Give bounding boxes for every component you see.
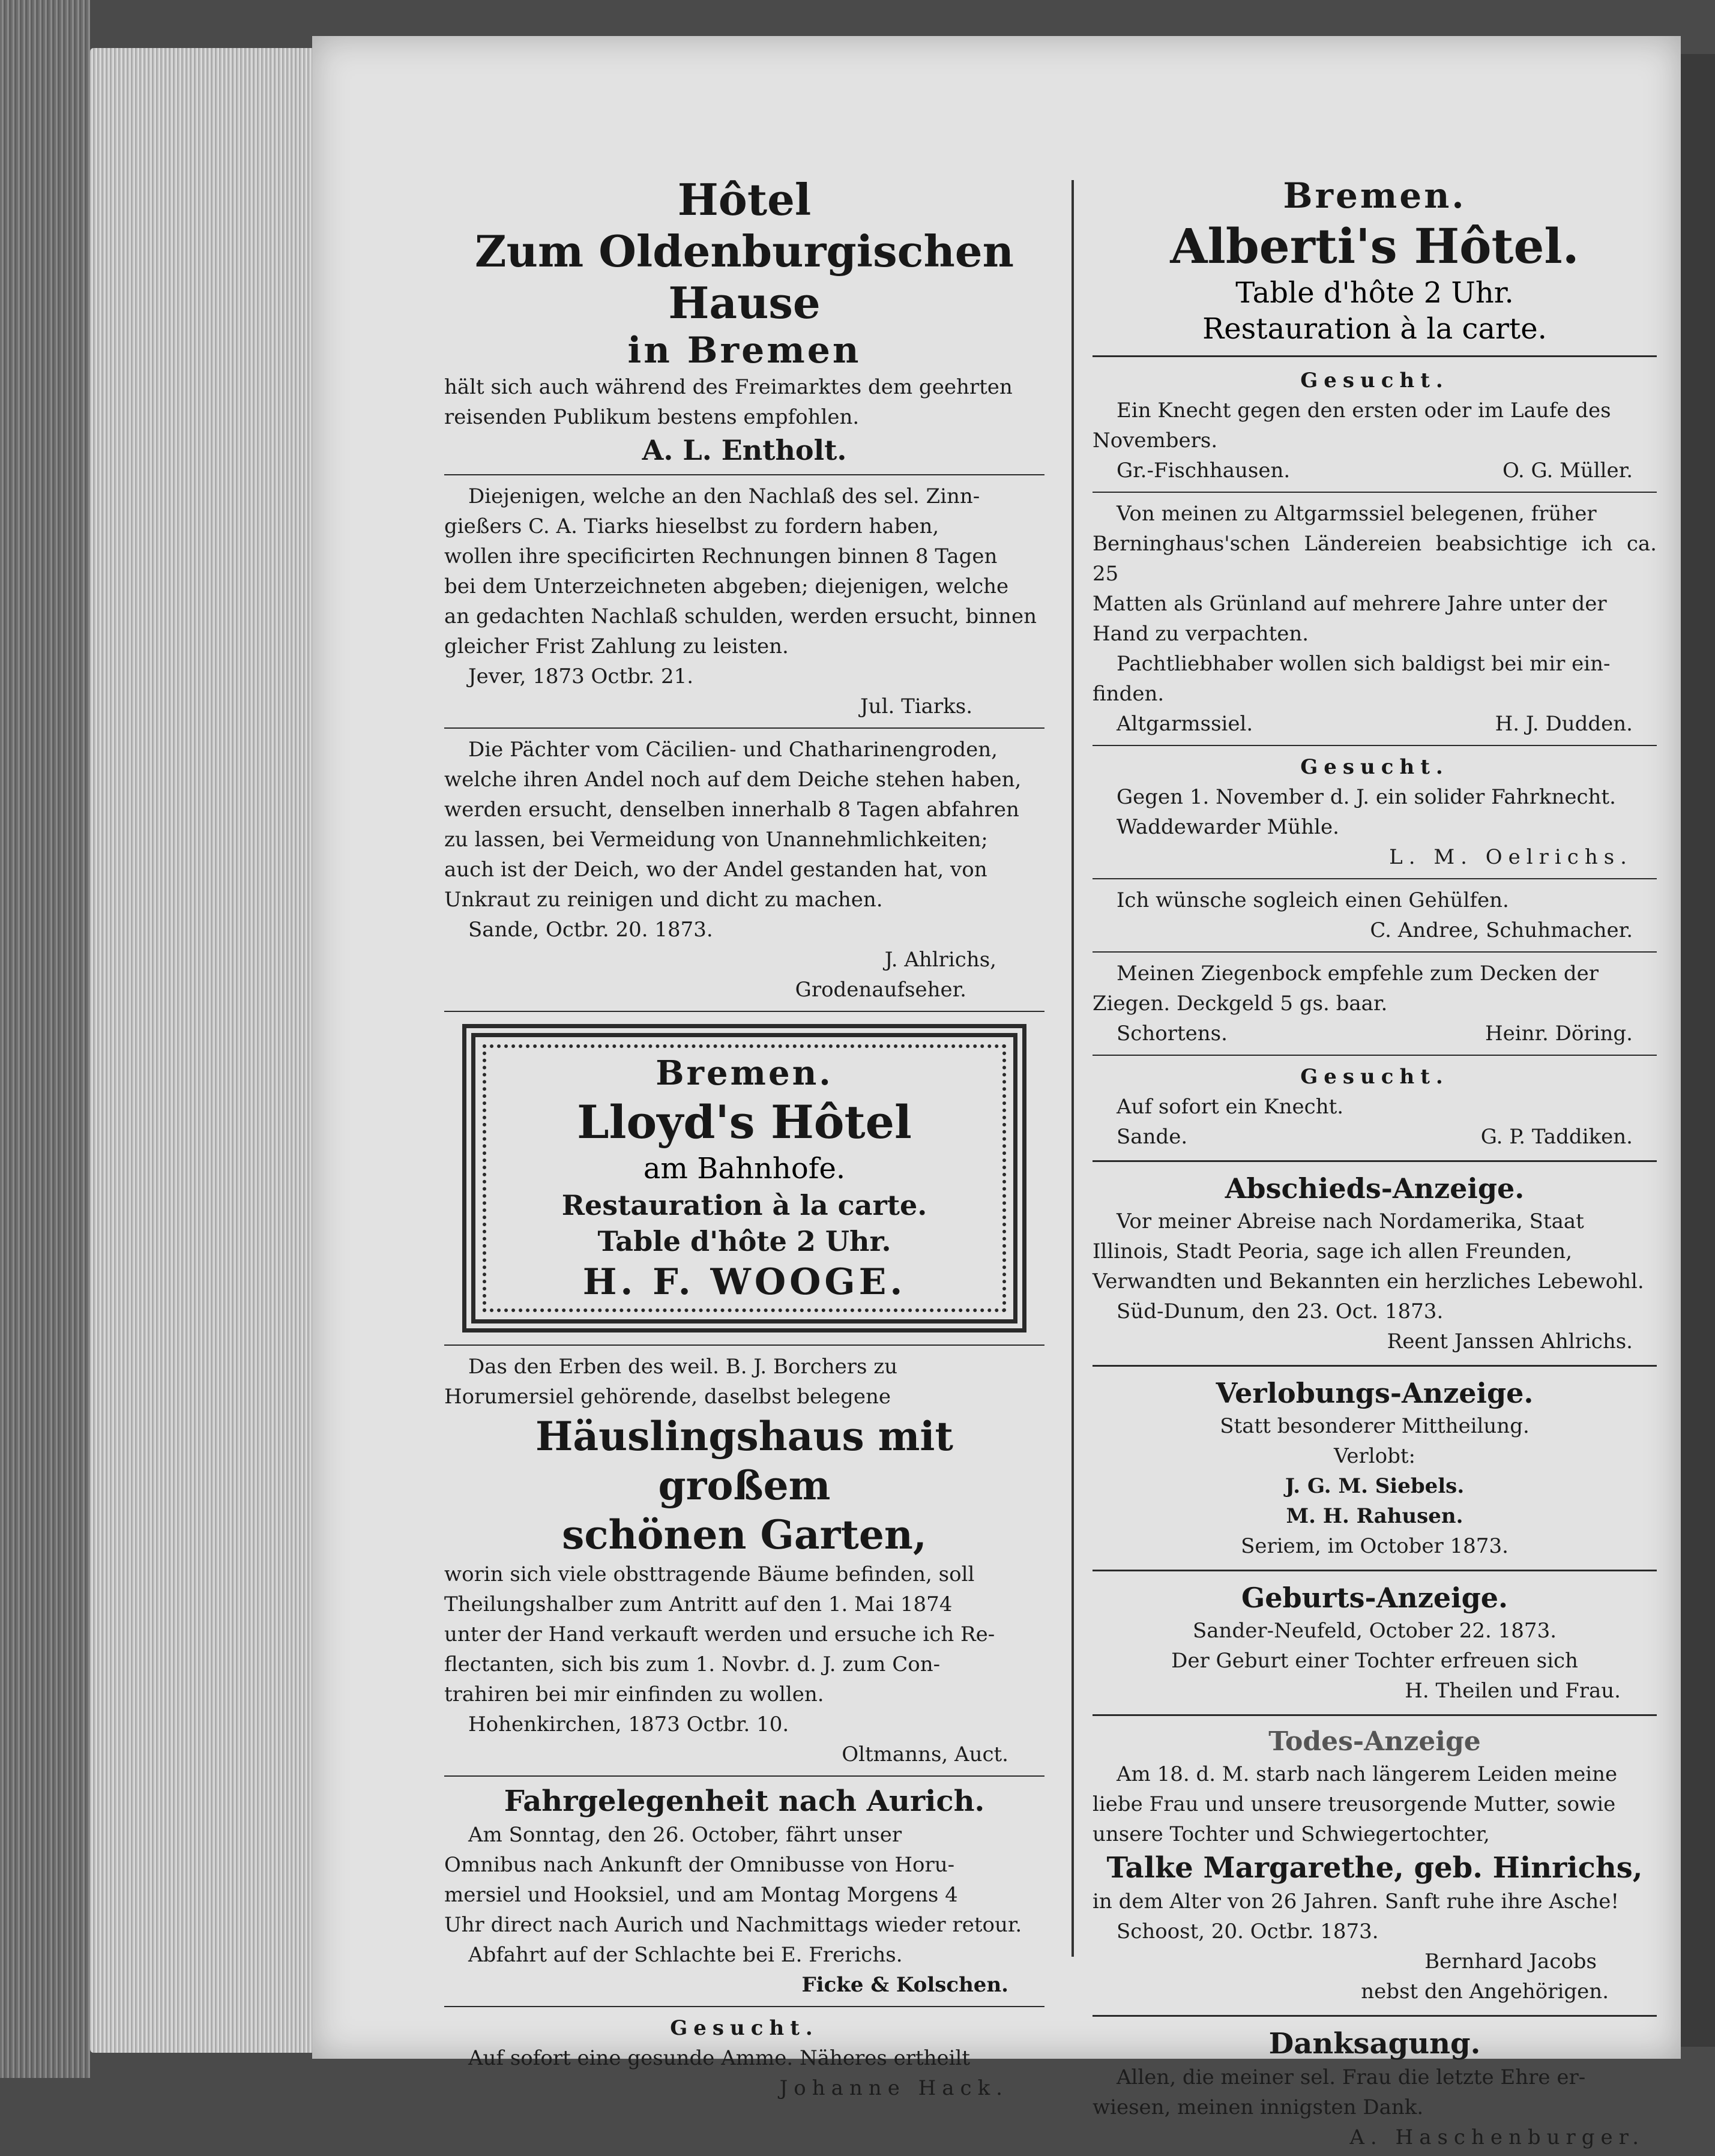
ad-text: Restauration à la carte. [1202,312,1547,346]
ad-andree [1093,885,1657,945]
ad-title: Alberti's Hôtel. [1170,218,1579,274]
ad-text: Verwandten und Bekannten ein herzliches Lebewohl. [1093,1269,1644,1293]
ad-date: Sander-Neufeld, October 22. 1873. [1192,1619,1557,1643]
ad-date: Jever, 1873 Octbr. 21. [468,664,694,688]
ad-text: Table d'hôte 2 Uhr. [597,1225,891,1257]
ad-headline: Gesucht. [1300,369,1449,393]
ad-headline: Gesucht. [670,2016,819,2040]
ad-text: Auf sofort ein Knecht. [1117,1095,1344,1119]
ad-headline: Abschieds-Anzeige. [1225,1172,1525,1205]
ad-text: bei dem Unterzeichneten abgeben; diejenigen, welche [444,574,1009,598]
ad-text: Der Geburt einer Tochter erfreuen sich [1171,1649,1578,1673]
ad-signature: G. P. Taddiken. [1480,1125,1633,1149]
ad-title: in Bremen [627,330,861,372]
ad-text: Uhr direct nach Aurich und Nachmittags wieder retour. [444,1913,1022,1937]
ad-text: Die Pächter vom Cäcilien- und Chatharinengroden, [468,738,998,762]
ad-lloyds-hotel [462,1024,1026,1332]
ad-signature: Oltmanns, Auct. [842,1742,1008,1766]
divider [1093,745,1657,746]
ad-signature: A. Haschenburger. [1349,2125,1645,2149]
ad-text: gleicher Frist Zahlung zu leisten. [444,634,789,658]
ad-text: J. G. M. Siebels. [1285,1474,1465,1498]
ad-abschied [1093,1170,1657,1357]
ad-text: wiesen, meinen innigsten Dank. [1093,2095,1424,2119]
divider [1093,2015,1657,2017]
ad-text: Statt besonderer Mittheilung. [1220,1414,1530,1438]
ad-verlobung [1093,1375,1657,1561]
divider [1093,878,1657,879]
ad-text: auch ist der Deich, wo der Andel gestanden hat, von [444,858,987,882]
ad-text: unsere Tochter und Schwiegertochter, [1093,1822,1490,1846]
ad-headline: Verlobungs-Anzeige. [1216,1377,1534,1409]
ad-footer [1093,456,1657,486]
ad-amme [444,2013,1044,2103]
ad-date: Schoost, 20. Octbr. 1873. [1117,1920,1379,1944]
left-column [444,174,1044,2107]
ad-text: trahiren bei mir einfinden zu wollen. [444,1682,824,1706]
ad-title: Hôtel [677,174,812,225]
ad-signature: H. Theilen und Frau. [1405,1679,1621,1703]
divider [1093,1160,1657,1162]
ad-text: liebe Frau und unsere treusorgende Mutter, sowie [1093,1792,1616,1816]
ad-headline: Todes-Anzeige [1268,1726,1481,1757]
ad-text: Diejenigen, welche an den Nachlaß des sel. Zinn- [468,484,980,508]
right-column [1093,174,1657,2156]
ad-text: Matten als Grünland auf mehrere Jahre unter der [1093,592,1607,616]
ad-text: am Bahnhofe. [643,1152,846,1185]
ad-text: Unkraut zu reinigen und dicht zu machen. [444,888,883,912]
ad-text: Allen, die meiner sel. Frau die letzte Ehre er- [1117,2065,1586,2089]
ad-signature: J. Ahlrichs, [884,948,996,972]
ad-oelrichs [1093,752,1657,872]
ad-text: mersiel und Hooksiel, und am Montag Morgens 4 [444,1883,958,1907]
book-right-edge [1681,54,1715,2047]
ad-signature: H. J. Dudden. [1495,712,1633,736]
ad-signature: Johanne Hack. [779,2076,1008,2100]
ad-knecht-mueller [1093,366,1657,486]
ad-signature: C. Andree, Schuhmacher. [1370,918,1633,942]
ad-text: hält sich auch während des Freimarktes dem geehrten [444,375,1013,399]
ad-signature: Jul. Tiarks. [860,694,972,718]
ad-text: an gedachten Nachlaß schulden, werden ersucht, binnen [444,604,1037,628]
divider [1093,1570,1657,1571]
ad-headline: Gesucht. [1300,1065,1449,1089]
ad-headline: Häuslingshaus mit großem [535,1413,953,1509]
ad-text: Am Sonntag, den 26. October, fährt unser [468,1823,902,1847]
divider [1093,492,1657,493]
ad-text: Abfahrt auf der Schlachte bei E. Frerichs. [468,1943,903,1967]
ad-text: unter der Hand verkauft werden und ersuche ich Re- [444,1622,995,1646]
ad-signature: Heinr. Döring. [1484,1022,1633,1046]
divider [1093,1714,1657,1716]
ad-place: Altgarmssiel. [1117,712,1253,736]
ad-headline: Gesucht. [1300,755,1449,779]
ad-text: Ziegen. Deckgeld 5 gs. baar. [1093,992,1388,1016]
ad-title: Bremen. [1283,175,1466,216]
ad-text: Verlobt: [1333,1444,1416,1468]
divider [444,1011,1044,1012]
ad-text: Ein Knecht gegen den ersten oder im Laufe des [1117,399,1611,423]
ad-text: zu lassen, bei Vermeidung von Unannehmlichkeiten; [444,828,988,852]
ad-text: Gegen 1. November d. J. ein solider Fahrknecht. [1117,785,1616,809]
ad-signature: Ficke & Kolschen. [801,1973,1008,1997]
background-left [0,0,90,2078]
ad-text: Theilungshalber zum Antritt auf den 1. Mai 1874 [444,1592,953,1616]
newspaper-page [312,36,1681,2149]
ad-signature: A. L. Entholt. [642,434,847,466]
ad-text: Ich wünsche sogleich einen Gehülfen. [1117,888,1509,912]
ad-text: gießers C. A. Tiarks hieselbst zu fordern haben, [444,514,939,538]
ad-text: Vor meiner Abreise nach Nordamerika, Staat [1117,1209,1584,1233]
ad-place: Schortens. [1117,1022,1228,1046]
ad-dudden [1093,499,1657,739]
ad-text: Waddewarder Mühle. [1117,815,1339,839]
ad-date: Seriem, im October 1873. [1241,1534,1509,1558]
ad-todes [1093,1724,1657,2007]
ad-headline: schönen Garten, [562,1511,927,1558]
ad-tiarks [444,481,1044,721]
ad-text: Restauration à la carte. [561,1189,927,1221]
divider [444,474,1044,475]
ad-headline: Geburts-Anzeige. [1241,1582,1509,1614]
ad-text: Table d'hôte 2 Uhr. [1235,276,1514,310]
divider [1093,1365,1657,1367]
ad-danksagung [1093,2025,1657,2152]
ad-geburt [1093,1580,1657,1706]
ad-text: worin sich viele obsttragende Bäume befinden, soll [444,1562,975,1586]
ad-text: reisenden Publikum bestens empfohlen. [444,405,860,429]
divider [444,2006,1044,2007]
ad-text: Hand zu verpachten. [1093,622,1309,646]
ad-name: Talke Margarethe, geb. Hinrichs, [1106,1851,1643,1885]
ad-text: welche ihren Andel noch auf dem Deiche stehen haben, [444,768,1022,792]
ad-footer [1093,1122,1657,1152]
divider [1093,951,1657,953]
ad-text: werden ersucht, denselben innerhalb 8 Tagen abfahren [444,798,1019,822]
ad-text: Horumersiel gehörende, daselbst belegene [444,1385,891,1409]
ad-date: Süd-Dunum, den 23. Oct. 1873. [1117,1299,1444,1323]
ad-text: Am 18. d. M. starb nach längerem Leiden meine [1117,1762,1618,1786]
ad-text: Von meinen zu Altgarmssiel belegenen, früher [1117,502,1597,526]
ad-date: Hohenkirchen, 1873 Octbr. 10. [468,1712,789,1736]
ad-title: Bremen. [656,1053,833,1093]
ad-headline: Fahrgelegenheit nach Aurich. [504,1784,985,1818]
ad-place: Gr.-Fischhausen. [1117,459,1291,483]
ad-signature: Bernhard Jacobs [1424,1950,1597,1974]
ad-text: finden. [1093,682,1165,706]
divider [1093,1055,1657,1056]
ad-doering [1093,959,1657,1049]
divider [1093,355,1657,357]
ad-text: Berninghaus'schen Ländereien beabsichtige ich ca. 25 [1093,532,1657,586]
ad-signature: H. F. WOOGE. [582,1261,906,1303]
ad-text: wollen ihre specificirten Rechnungen binnen 8 Tagen [444,544,998,568]
ad-signature: L. M. Oelrichs. [1389,845,1633,869]
ad-title: Lloyd's Hôtel [577,1095,912,1149]
ad-grodenaufseher [444,735,1044,1005]
ad-text: Meinen Ziegenbock empfehle zum Decken der [1117,962,1599,986]
ad-text: Auf sofort eine gesunde Amme. Näheres ertheilt [468,2046,971,2070]
divider [444,1344,1044,1346]
ad-headline: Danksagung. [1268,2027,1481,2061]
ad-footer [1093,709,1657,739]
ad-signature: Reent Janssen Ahlrichs. [1387,1329,1633,1354]
ad-footer [1093,1019,1657,1049]
ad-text: Novembers. [1093,429,1218,453]
ad-text: Das den Erben des weil. B. J. Borchers zu [468,1355,898,1379]
ad-haeuslingshaus [444,1352,1044,1769]
book-page-edges [90,48,318,2053]
divider [444,727,1044,729]
divider [444,1775,1044,1777]
ad-oldenburg-hotel [444,174,1044,468]
ad-title: Zum Oldenburgischen Hause [475,226,1014,328]
ad-text: in dem Alter von 26 Jahren. Sanft ruhe ihre Asche! [1093,1890,1620,1914]
ad-taddiken [1093,1062,1657,1152]
ad-text: Pachtliebhaber wollen sich baldigst bei mir ein- [1117,652,1611,676]
ad-signature: Grodenaufseher. [795,978,966,1002]
ad-text: Illinois, Stadt Peoria, sage ich allen Freunden, [1093,1239,1572,1263]
ad-date: Sande, Octbr. 20. 1873. [468,918,713,942]
ad-text: Omnibus nach Ankunft der Omnibusse von Horu- [444,1853,955,1877]
ad-signature: O. G. Müller. [1503,459,1633,483]
ad-place: Sande. [1117,1125,1188,1149]
ad-albertis-hotel [1093,174,1657,347]
ad-fahrgelegenheit [444,1783,1044,2000]
ad-text: flectanten, sich bis zum 1. Novbr. d. J. zum Con- [444,1652,941,1676]
ad-signature: nebst den Angehörigen. [1361,1980,1609,2004]
ad-text: M. H. Rahusen. [1286,1504,1463,1528]
column-divider [1071,180,1074,1957]
